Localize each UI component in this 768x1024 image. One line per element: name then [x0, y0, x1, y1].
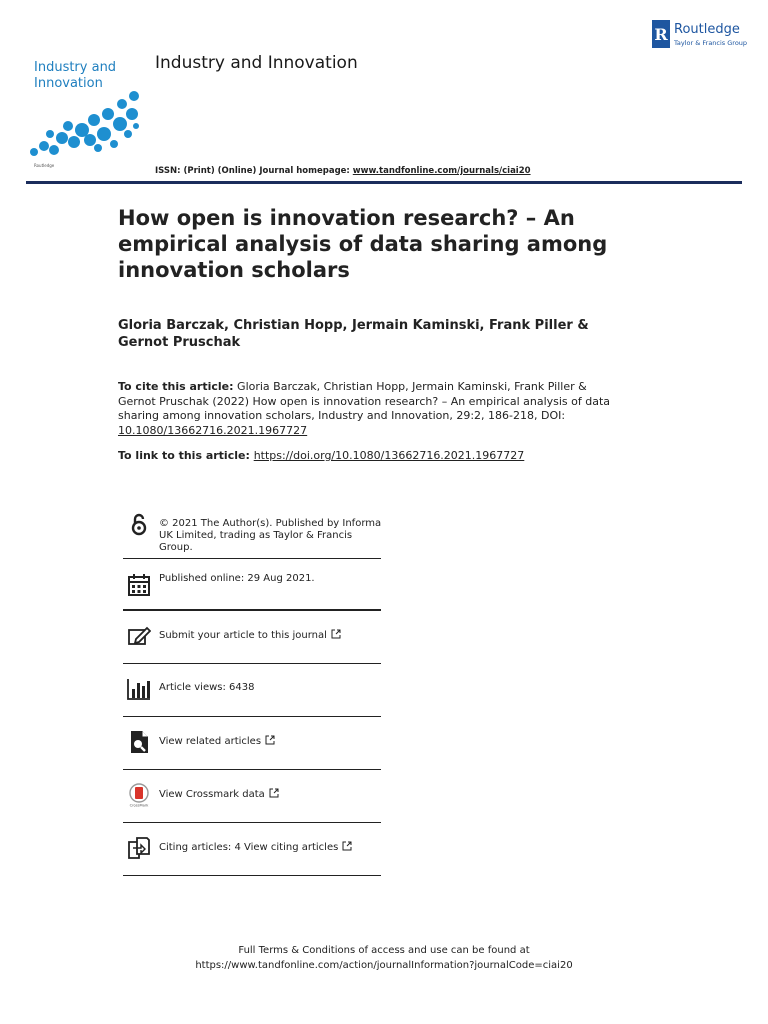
open-access-icon [127, 513, 151, 537]
citing-articles-icon [127, 836, 151, 860]
terms-link[interactable]: https://www.tandfonline.com/action/journalInformation?journalCode=ciai20 [195, 960, 573, 971]
submit-row[interactable] [123, 611, 381, 664]
crossmark-icon-label: CrossMark [129, 803, 149, 807]
publisher-subtitle: Taylor & Francis Group [674, 39, 748, 47]
issn-line: ISSN: (Print) (Online) Journal homepage: www.tandfonline.com/journals/ciai20 [155, 166, 531, 176]
journal-homepage-link[interactable]: www.tandfonline.com/journals/ciai20 [352, 166, 531, 176]
external-link-icon [269, 788, 279, 798]
related-row[interactable] [123, 717, 381, 770]
views-row [123, 664, 381, 717]
published-date: Published online: 29 Aug 2021. [159, 573, 315, 584]
open-access-row [123, 508, 381, 559]
external-link-icon [331, 629, 341, 639]
footer-terms: Full Terms & Conditions of access and use can be found at https://www.tandfonline.com/action/journalInformation?journalCode=ciai20 [0, 943, 768, 973]
document-search-icon [127, 730, 151, 754]
header-divider [26, 181, 742, 184]
cover-title: Industry and Innovation [34, 60, 117, 91]
external-link-icon [265, 735, 275, 745]
published-row [123, 559, 381, 611]
citing-row[interactable] [123, 823, 381, 876]
view-citing-link[interactable]: Citing articles: 4 View citing articles [159, 842, 339, 853]
cover-gear-art [24, 90, 142, 162]
routledge-icon [652, 20, 670, 48]
doi-link[interactable]: https://doi.org/10.1080/13662716.2021.1967727 [253, 449, 525, 462]
calendar-icon [127, 573, 151, 597]
article-title: How open is innovation research? – An empirical analysis of data sharing among innovation scholars [118, 206, 608, 282]
external-link-icon [342, 841, 352, 851]
article-link: To link to this article: https://doi.org/10.1080/13662716.2021.1967727 [118, 449, 525, 462]
publisher-name: Routledge [674, 22, 740, 37]
article-info-list [123, 508, 381, 876]
article-authors: Gloria Barczak, Christian Hopp, Jermain Kaminski, Frank Piller & Gernot Pruschak [118, 318, 589, 350]
cover-publisher-mark: Routledge [34, 163, 55, 168]
cite-doi-link[interactable]: 10.1080/13662716.2021.1967727 [118, 423, 308, 437]
article-views: Article views: 6438 [159, 682, 255, 693]
bar-chart-icon [127, 677, 151, 701]
svg-text:R: R [654, 25, 668, 44]
copyright-text: © 2021 The Author(s). Published by Informa UK Limited, trading as Taylor & Francis Group. [159, 518, 382, 553]
view-related-link[interactable]: View related articles [159, 736, 262, 747]
crossmark-icon [127, 783, 151, 807]
citation: To cite this article: Gloria Barczak, Christian Hopp, Jermain Kaminski, Frank Piller & Gernot Pruschak (2022) How open is innovation research? – An empirical analysis of data sharing among innovation scholars, Industry and Innovation, 29:2, 186-218, DOI: 10.1080/13662716.2021.1967727 [118, 380, 611, 437]
journal-name: Industry and Innovation [155, 53, 358, 73]
edit-icon [127, 624, 151, 648]
crossmark-row[interactable] [123, 770, 381, 823]
submit-article-link[interactable]: Submit your article to this journal [159, 630, 327, 641]
view-crossmark-link[interactable]: View Crossmark data [159, 789, 265, 800]
publisher-logo[interactable] [652, 20, 748, 52]
